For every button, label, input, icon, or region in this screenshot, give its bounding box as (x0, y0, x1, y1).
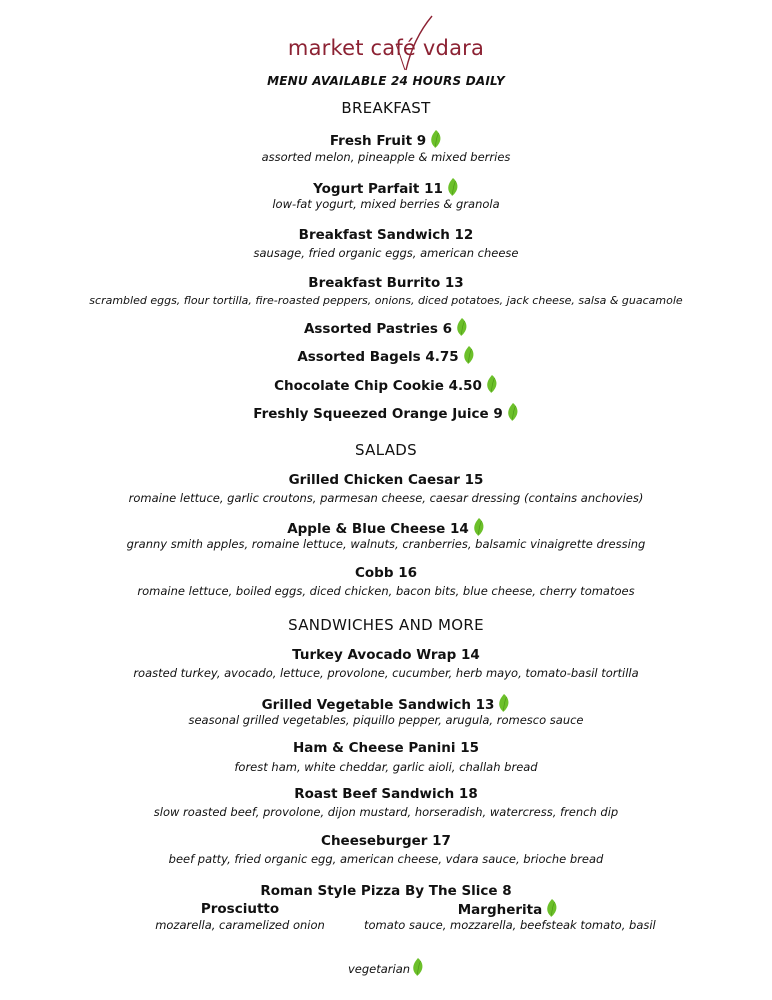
section-title-sandwiches: SANDWICHES AND MORE (288, 616, 484, 634)
menu-item-name: Cheeseburger 17 (321, 833, 451, 849)
pizza-title: Roman Style Pizza By The Slice 8 (260, 883, 512, 899)
leaf-icon (473, 518, 485, 536)
logo-text: market café vdara (287, 36, 485, 60)
menu-item-name: Grilled Chicken Caesar 15 (288, 472, 484, 488)
leaf-icon (507, 403, 519, 421)
menu-item-name: Chocolate Chip Cookie 4.50 (0, 375, 772, 394)
leaf-icon (430, 130, 442, 148)
leaf-icon (463, 346, 475, 364)
logo-swirl-icon (392, 14, 440, 72)
menu-item-desc: slow roasted beef, provolone, dijon mustard, horseradish, watercress, french dip (153, 805, 619, 819)
menu-item-desc: assorted melon, pineapple & mixed berries (261, 150, 511, 164)
menu-item-desc: romaine lettuce, boiled eggs, diced chicken, bacon bits, blue cheese, cherry tomatoes (137, 584, 635, 598)
menu-item-name: Cobb 16 (355, 565, 417, 581)
menu-item-desc: granny smith apples, romaine lettuce, walnuts, cranberries, balsamic vinaigrette dressing (126, 537, 646, 551)
menu-item-desc: romaine lettuce, garlic croutons, parmesan cheese, caesar dressing (contains anchovies) (128, 491, 644, 505)
menu-item-name: Yogurt Parfait 11 (0, 178, 772, 197)
menu-availability: MENU AVAILABLE 24 HOURS DAILY (267, 74, 505, 88)
menu-item-name: Ham & Cheese Panini 15 (293, 740, 479, 756)
pizza-left-name: Prosciutto (200, 901, 280, 917)
menu-item-name: Fresh Fruit 9 (0, 130, 772, 149)
menu-item-desc: sausage, fried organic eggs, american cheese (253, 246, 519, 260)
leaf-icon (412, 958, 424, 976)
leaf-icon (546, 899, 558, 917)
menu-item-name: Breakfast Sandwich 12 (298, 227, 474, 243)
leaf-icon (498, 694, 510, 712)
leaf-icon (486, 375, 498, 393)
pizza-right-desc: tomato sauce, mozzarella, beefsteak tomato, basil (364, 918, 656, 932)
menu-item-desc: forest ham, white cheddar, garlic aioli, challah bread (234, 760, 538, 774)
pizza-right-name: Margherita (372, 899, 644, 918)
logo (0, 14, 772, 72)
menu-item-desc: seasonal grilled vegetables, piquillo pepper, arugula, romesco sauce (188, 713, 584, 727)
menu-item-name: Assorted Pastries 6 (0, 318, 772, 337)
menu-item-name: Breakfast Burrito 13 (308, 275, 464, 291)
section-title-salads: SALADS (355, 441, 417, 459)
section-title-breakfast: BREAKFAST (341, 99, 431, 117)
menu-item-name: Turkey Avocado Wrap 14 (292, 647, 480, 663)
menu-item-name: Roast Beef Sandwich 18 (294, 786, 478, 802)
menu-item-name: Freshly Squeezed Orange Juice 9 (0, 403, 772, 422)
menu-item-name: Apple & Blue Cheese 14 (0, 518, 772, 537)
menu-item-name: Assorted Bagels 4.75 (0, 346, 772, 365)
vegetarian-legend: vegetarian (0, 958, 772, 976)
leaf-icon (447, 178, 459, 196)
menu-item-desc: roasted turkey, avocado, lettuce, provolone, cucumber, herb mayo, tomato-basil tortilla (133, 666, 639, 680)
leaf-icon (456, 318, 468, 336)
menu-item-name: Grilled Vegetable Sandwich 13 (0, 694, 772, 713)
menu-item-desc: scrambled eggs, flour tortilla, fire-roasted peppers, onions, diced potatoes, jack cheese, salsa & guacamole (89, 294, 683, 307)
pizza-left-desc: mozarella, caramelized onion (155, 918, 325, 932)
menu-item-desc: beef patty, fried organic egg, american cheese, vdara sauce, brioche bread (168, 852, 604, 866)
menu-item-desc: low-fat yogurt, mixed berries & granola (272, 197, 500, 211)
